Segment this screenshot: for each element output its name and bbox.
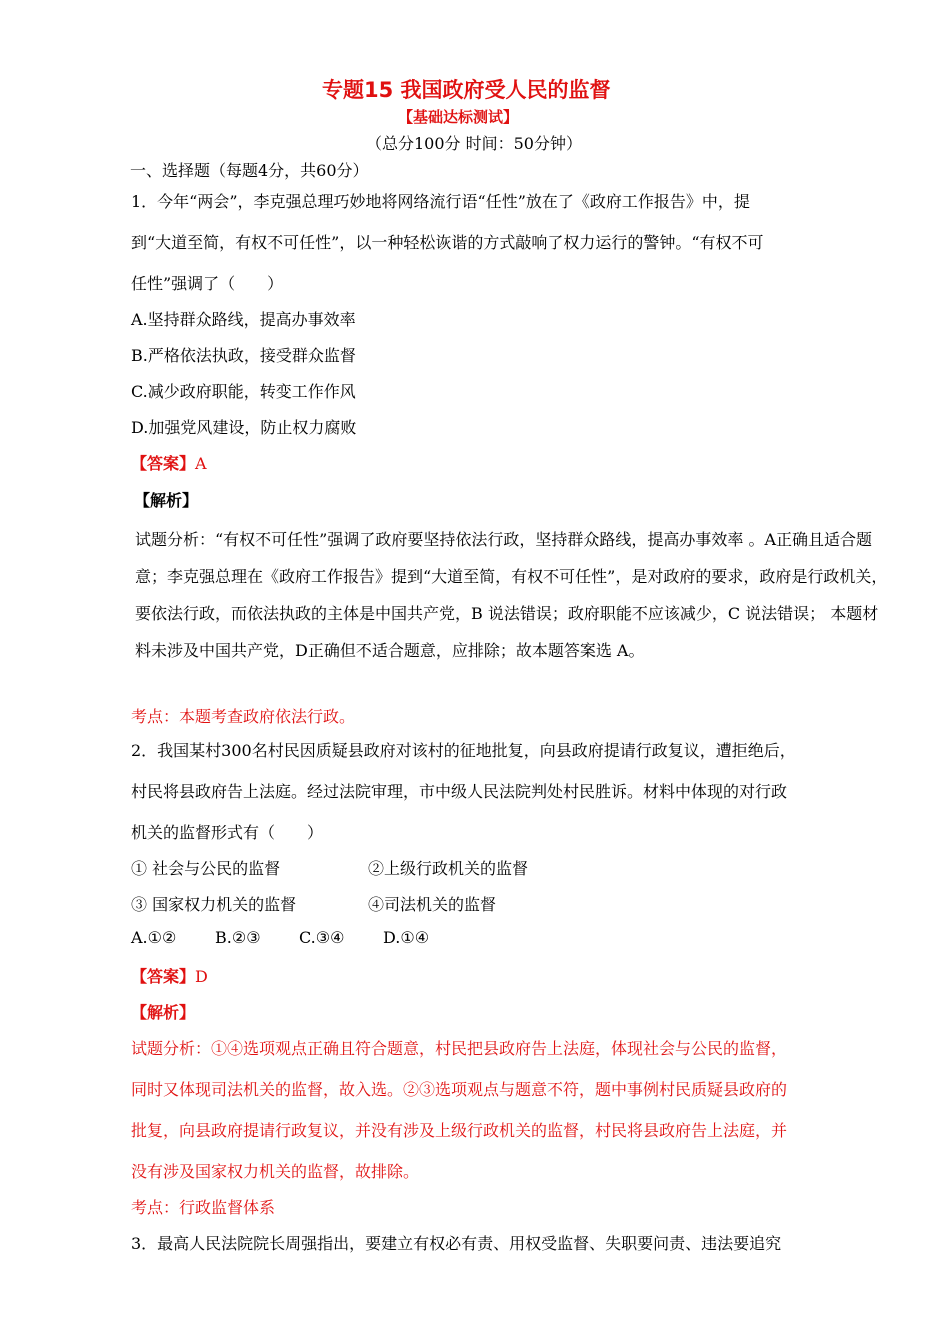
score-info: （总分100分 时间：50分钟）: [366, 134, 582, 153]
q1-answer-value: A: [195, 454, 207, 473]
q2-option-c: C.③④: [299, 928, 345, 947]
q1-kaodian: 考点：本题考查政府依法行政。: [131, 707, 356, 726]
q3-stem-line: 3．最高人民法院院长周强指出，要建立有权必有责、用权受监督、失职要问责、违法要追究: [131, 1234, 782, 1253]
q2-answer: [131, 964, 208, 987]
q1-analysis-line: 料未涉及中国共产党，D正确但不适合题意，应排除；故本题答案选 A。: [135, 641, 645, 660]
q2-option-d: D.①④: [383, 928, 430, 947]
q2-analysis-line: 试题分析：①④选项观点正确且符合题意，村民把县政府告上法庭，体现社会与公民的监督，: [131, 1039, 788, 1058]
q1-option-c: C.减少政府职能，转变工作作风: [131, 382, 356, 401]
q2-option-b: B.②③: [215, 928, 261, 947]
q2-analysis-line: 没有涉及国家权力机关的监督，故排除。: [131, 1162, 420, 1181]
q2-answer-value: D: [195, 967, 208, 986]
q1-stem-line: 任性”强调了（ ）: [131, 274, 284, 293]
page-subtitle: 【基础达标测试】: [398, 108, 519, 126]
q1-answer: [131, 451, 207, 474]
q1-analysis-line: 试题分析：“有权不可任性”强调了政府要坚持依法行政，坚持群众路线，提高办事效率 。A正确且适合题: [135, 530, 873, 549]
q2-analysis-line: 同时又体现司法机关的监督，故入选。②③选项观点与题意不符，题中事例村民质疑县政府的: [131, 1080, 788, 1099]
q2-analysis-label: 【解析】: [131, 1003, 196, 1022]
q1-stem-line: 1．今年“两会”，李克强总理巧妙地将网络流行语“任性”放在了《政府工作报告》中，提: [131, 192, 750, 211]
q1-option-d: D.加强党风建设，防止权力腐败: [131, 418, 357, 437]
q1-stem-line: 到“大道至简，有权不可任性”，以一种轻松诙谐的方式敲响了权力运行的警钟。“有权不可: [131, 233, 764, 252]
q1-option-b: B.严格依法执政，接受群众监督: [131, 346, 356, 365]
q2-kaodian: 考点：行政监督体系: [131, 1198, 276, 1217]
q2-item-3: ③ 国家权力机关的监督: [131, 895, 297, 914]
q2-item-1: ① 社会与公民的监督: [131, 859, 281, 878]
q1-analysis-line: 意；李克强总理在《政府工作报告》提到“大道至简，有权不可任性”，是对政府的要求，政府是行政机关，: [135, 567, 888, 586]
q2-stem-line: 机关的监督形式有（ ）: [131, 823, 324, 842]
page-title: 专题15 我国政府受人民的监督: [322, 78, 611, 102]
q2-option-a: A.①②: [131, 928, 177, 947]
section-heading: 一、选择题（每题4分，共60分）: [130, 161, 369, 180]
q2-item-2: ②上级行政机关的监督: [368, 859, 529, 878]
q1-analysis-label: 【解析】: [134, 491, 199, 510]
q2-stem-line: 村民将县政府告上法庭。经过法院审理，市中级人民法院判处村民胜诉。材料中体现的对行政: [131, 782, 788, 801]
q1-answer-label: 【答案】: [131, 454, 196, 473]
q2-stem-line: 2．我国某村300名村民因质疑县政府对该村的征地批复，向县政府提请行政复议，遭拒绝后，: [131, 741, 796, 760]
q1-analysis-line: 要依法行政，而依法执政的主体是中国共产党，B 说法错误；政府职能不应该减少，C 说法错误； 本题材: [135, 604, 879, 623]
q2-answer-label: 【答案】: [131, 967, 196, 986]
q1-option-a: A.坚持群众路线，提高办事效率: [131, 310, 356, 329]
q2-item-4: ④司法机关的监督: [368, 895, 497, 914]
q2-analysis-line: 批复，向县政府提请行政复议，并没有涉及上级行政机关的监督，村民将县政府告上法庭，并: [131, 1121, 788, 1140]
